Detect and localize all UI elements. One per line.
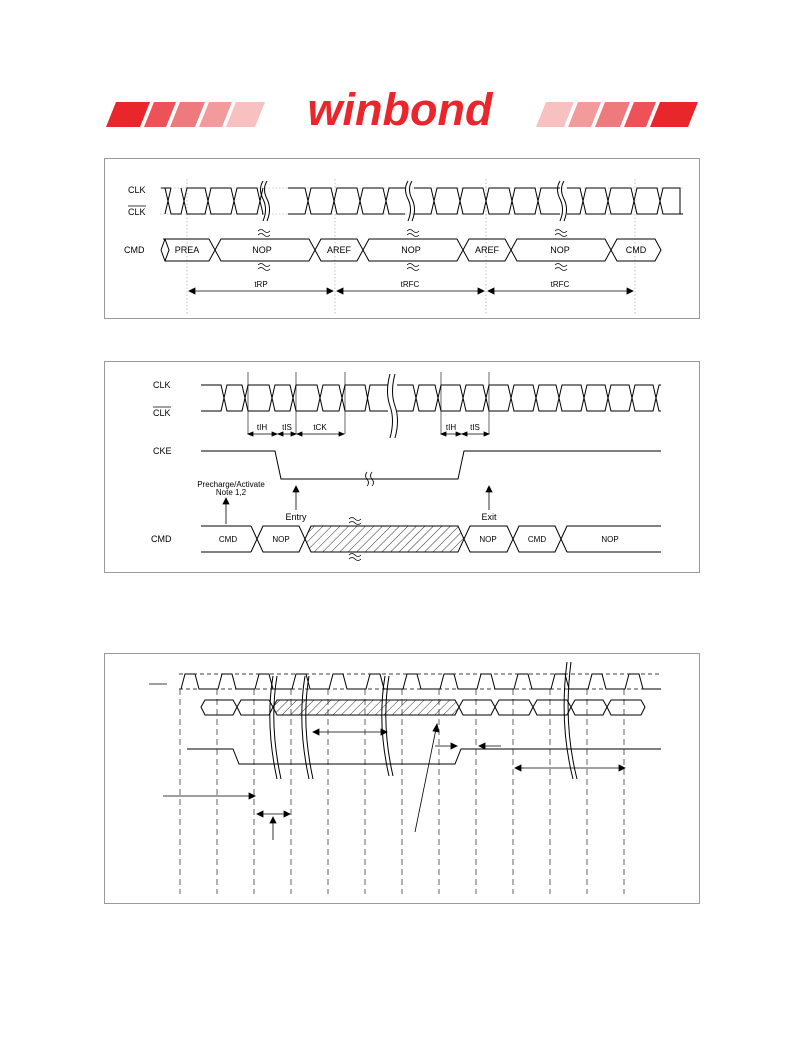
cmd-cmd-1: CMD	[218, 535, 238, 544]
clk-label: CLK	[153, 380, 171, 390]
guide-lines	[180, 689, 624, 894]
cmd-bus	[201, 700, 273, 715]
clk-bar-label: CLK	[153, 408, 171, 418]
timing-brackets	[248, 432, 489, 436]
note-reference: Note 1,2	[215, 488, 247, 497]
cmd-nop-3: NOP	[601, 535, 619, 544]
annotation-arrows	[223, 486, 492, 524]
note-precharge-activate: Precharge/Activate	[197, 480, 265, 489]
clk-bar-label: CLK	[128, 207, 146, 217]
power-down-timing-diagram	[104, 653, 700, 904]
cmd-cmd: CMD	[625, 245, 647, 255]
clk-break-marks	[388, 374, 398, 438]
logo-wordmark: winbond	[307, 84, 493, 135]
timing-tih-1: tIH	[256, 423, 268, 432]
cmd-nop-3: NOP	[550, 245, 570, 255]
cke-waveform	[201, 451, 661, 479]
clk-waveform	[161, 188, 683, 214]
clk-break-marks	[261, 181, 567, 221]
cke-waveform	[187, 749, 661, 764]
self-refresh-timing-diagram	[104, 361, 700, 573]
exit-label: Exit	[481, 512, 497, 522]
clk-label: CLK	[128, 185, 146, 195]
timing-trp: tRP	[254, 280, 268, 289]
cke-label: CKE	[153, 446, 172, 456]
cmd-label: CMD	[151, 534, 172, 544]
clk-bar-waveform	[161, 188, 680, 214]
cmd-label: CMD	[124, 245, 145, 255]
cmd-prea: PREA	[174, 245, 200, 255]
winbond-header	[0, 0, 802, 160]
annotation-arrows	[163, 724, 625, 840]
timing-trfc-2: tRFC	[550, 280, 570, 289]
timing-trfc-1: tRFC	[400, 280, 420, 289]
clock-rails	[160, 188, 683, 214]
cmd-cmd-2: CMD	[527, 535, 547, 544]
cmd-nop-2: NOP	[479, 535, 497, 544]
timing-tih-2: tIH	[445, 423, 457, 432]
timing-tck: tCK	[313, 423, 327, 432]
cmd-nop-1: NOP	[252, 245, 272, 255]
hatched-region	[273, 700, 459, 715]
timing-tis-1: tIS	[282, 423, 292, 432]
left-stripe-decoration	[106, 102, 265, 127]
cmd-aref-1: AREF	[326, 245, 352, 255]
hatched-region	[305, 526, 464, 552]
cmd-nop-1: NOP	[272, 535, 290, 544]
cmd-aref-2: AREF	[474, 245, 500, 255]
cmd-nop-2: NOP	[401, 245, 421, 255]
right-stripe-decoration	[536, 102, 698, 127]
refresh-timing-diagram	[104, 158, 700, 319]
clock-waveform	[181, 674, 661, 689]
entry-label: Entry	[285, 512, 307, 522]
cmd-bus-after	[459, 700, 645, 715]
break-marks	[270, 662, 577, 779]
timing-tis-2: tIS	[470, 423, 480, 432]
